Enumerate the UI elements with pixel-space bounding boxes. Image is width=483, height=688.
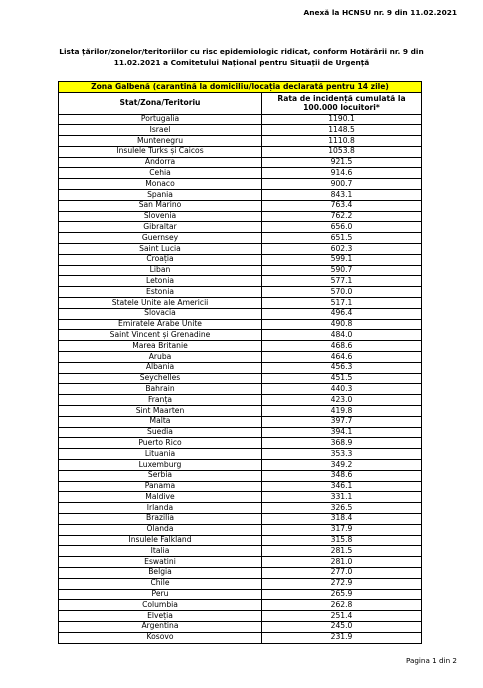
country-cell: Saint Lucia <box>59 244 262 255</box>
rate-cell: 326.5 <box>262 503 422 514</box>
table-row <box>59 557 422 568</box>
country-cell: Portugalia <box>59 114 262 125</box>
table-row <box>59 146 422 157</box>
table-row <box>59 600 422 611</box>
table-row <box>59 546 422 557</box>
rate-cell: 1053.8 <box>262 146 422 157</box>
country-column-header: Stat/Zona/Teritoriu <box>59 92 262 114</box>
rate-cell: 496.4 <box>262 308 422 319</box>
country-cell: Panama <box>59 481 262 492</box>
country-cell: Muntenegru <box>59 136 262 147</box>
country-cell: Saint Vincent și Grenadine <box>59 330 262 341</box>
table-row <box>59 211 422 222</box>
table-row <box>59 352 422 363</box>
table-row <box>59 611 422 622</box>
rate-cell: 464.6 <box>262 352 422 363</box>
country-cell: Italia <box>59 546 262 557</box>
table-row <box>59 179 422 190</box>
country-cell: Spania <box>59 190 262 201</box>
country-cell: Israel <box>59 125 262 136</box>
rate-cell: 456.3 <box>262 362 422 373</box>
rate-cell: 590.7 <box>262 265 422 276</box>
country-cell: Slovacia <box>59 308 262 319</box>
table-row <box>59 427 422 438</box>
country-cell: Marea Britanie <box>59 341 262 352</box>
rate-header-line-2: 100.000 locuitori* <box>303 103 380 112</box>
country-cell: Insulele Turks și Caicos <box>59 146 262 157</box>
country-cell: Serbia <box>59 470 262 481</box>
table-row <box>59 416 422 427</box>
country-cell: Liban <box>59 265 262 276</box>
table-row <box>59 330 422 341</box>
rate-cell: 1110.8 <box>262 136 422 147</box>
table-row <box>59 157 422 168</box>
rate-cell: 914.6 <box>262 168 422 179</box>
rate-cell: 468.6 <box>262 341 422 352</box>
rate-cell: 281.5 <box>262 546 422 557</box>
rate-cell: 245.0 <box>262 621 422 632</box>
table-row <box>59 200 422 211</box>
rate-cell: 921.5 <box>262 157 422 168</box>
rate-cell: 843.1 <box>262 190 422 201</box>
country-cell: Seychelles <box>59 373 262 384</box>
country-cell: Statele Unite ale Americii <box>59 298 262 309</box>
table-row <box>59 513 422 524</box>
rate-cell: 231.9 <box>262 632 422 643</box>
table-row <box>59 535 422 546</box>
rate-cell: 484.0 <box>262 330 422 341</box>
country-cell: Brazilia <box>59 513 262 524</box>
rate-cell: 440.3 <box>262 384 422 395</box>
table-row <box>59 265 422 276</box>
table-row <box>59 114 422 125</box>
zone-header-row <box>59 82 422 93</box>
rate-cell: 265.9 <box>262 589 422 600</box>
rate-column-header <box>262 92 422 114</box>
rate-cell: 262.8 <box>262 600 422 611</box>
country-cell: Peru <box>59 589 262 600</box>
rate-cell: 277.0 <box>262 567 422 578</box>
country-cell: Franța <box>59 395 262 406</box>
country-cell: Bahrain <box>59 384 262 395</box>
country-cell: Malta <box>59 416 262 427</box>
country-cell: Irlanda <box>59 503 262 514</box>
table-row <box>59 341 422 352</box>
rate-cell: 517.1 <box>262 298 422 309</box>
rate-cell: 577.1 <box>262 276 422 287</box>
rate-cell: 762.2 <box>262 211 422 222</box>
rate-cell: 346.1 <box>262 481 422 492</box>
column-header-row <box>59 92 422 114</box>
rate-cell: 1190.1 <box>262 114 422 125</box>
country-cell: Sint Maarten <box>59 406 262 417</box>
country-cell: Elveția <box>59 611 262 622</box>
rate-cell: 397.7 <box>262 416 422 427</box>
rate-cell: 602.3 <box>262 244 422 255</box>
country-cell: Monaco <box>59 179 262 190</box>
page-number: Pagina 1 din 2 <box>405 656 457 665</box>
table-row <box>59 276 422 287</box>
rate-cell: 570.0 <box>262 287 422 298</box>
table-row <box>59 395 422 406</box>
table-row <box>59 449 422 460</box>
table-row <box>59 190 422 201</box>
rate-cell: 763.4 <box>262 200 422 211</box>
country-cell: Puerto Rico <box>59 438 262 449</box>
table-row <box>59 503 422 514</box>
title-line-1: Lista țărilor/zonelor/teritoriilor cu risc epidemiologic ridicat, conform Hotărârii nr. 9 din <box>59 47 424 56</box>
table-row <box>59 254 422 265</box>
table-row <box>59 287 422 298</box>
table-row <box>59 233 422 244</box>
rate-cell: 423.0 <box>262 395 422 406</box>
country-cell: Lituania <box>59 449 262 460</box>
rate-header-line-1: Rata de incidență cumulată la <box>277 93 406 103</box>
rate-cell: 490.8 <box>262 319 422 330</box>
rate-cell: 419.8 <box>262 406 422 417</box>
country-cell: Insulele Falkland <box>59 535 262 546</box>
table-row <box>59 621 422 632</box>
rate-cell: 318.4 <box>262 513 422 524</box>
country-cell: Estonia <box>59 287 262 298</box>
rate-cell: 349.2 <box>262 460 422 471</box>
table-row <box>59 362 422 373</box>
table-row <box>59 470 422 481</box>
country-cell: Emiratele Arabe Unite <box>59 319 262 330</box>
table-row <box>59 460 422 471</box>
rate-cell: 451.5 <box>262 373 422 384</box>
table-row <box>59 168 422 179</box>
country-cell: Kosovo <box>59 632 262 643</box>
country-cell: Albania <box>59 362 262 373</box>
rate-cell: 651.5 <box>262 233 422 244</box>
table-row <box>59 481 422 492</box>
rate-cell: 281.0 <box>262 557 422 568</box>
rate-cell: 331.1 <box>262 492 422 503</box>
rate-cell: 353.3 <box>262 449 422 460</box>
rate-cell: 599.1 <box>262 254 422 265</box>
table-row <box>59 222 422 233</box>
country-cell: Andorra <box>59 157 262 168</box>
table-row <box>59 492 422 503</box>
table-row <box>59 524 422 535</box>
table-row <box>59 308 422 319</box>
table-row <box>59 406 422 417</box>
table-row <box>59 319 422 330</box>
country-cell: Olanda <box>59 524 262 535</box>
country-cell: Belgia <box>59 567 262 578</box>
annex-reference: Anexă la HCNSU nr. 9 din 11.02.2021 <box>303 8 457 17</box>
zone-header: Zona Galbenă (carantină la domiciliu/locația declarată pentru 14 zile) <box>59 82 422 93</box>
country-cell: Gibraltar <box>59 222 262 233</box>
table-row <box>59 589 422 600</box>
table-body <box>59 114 422 643</box>
country-cell: Aruba <box>59 352 262 363</box>
country-cell: Suedia <box>59 427 262 438</box>
incidence-table <box>58 81 422 644</box>
rate-cell: 394.1 <box>262 427 422 438</box>
country-cell: Slovenia <box>59 211 262 222</box>
title-line-2: 11.02.2021 a Comitetului Național pentru Situații de Urgență <box>113 58 370 67</box>
rate-cell: 315.8 <box>262 535 422 546</box>
rate-cell: 348.6 <box>262 470 422 481</box>
rate-cell: 317.9 <box>262 524 422 535</box>
country-cell: Croația <box>59 254 262 265</box>
table-row <box>59 373 422 384</box>
table-row <box>59 578 422 589</box>
country-cell: San Marino <box>59 200 262 211</box>
rate-cell: 656.0 <box>262 222 422 233</box>
country-cell: Eswatini <box>59 557 262 568</box>
table-row <box>59 632 422 643</box>
table-row <box>59 244 422 255</box>
document-title <box>30 46 453 68</box>
country-cell: Guernsey <box>59 233 262 244</box>
country-cell: Maldive <box>59 492 262 503</box>
rate-cell: 1148.5 <box>262 125 422 136</box>
table-row <box>59 125 422 136</box>
table-row <box>59 567 422 578</box>
table-row <box>59 384 422 395</box>
country-cell: Letonia <box>59 276 262 287</box>
table-row <box>59 136 422 147</box>
rate-cell: 368.9 <box>262 438 422 449</box>
rate-cell: 900.7 <box>262 179 422 190</box>
country-cell: Chile <box>59 578 262 589</box>
rate-cell: 272.9 <box>262 578 422 589</box>
country-cell: Columbia <box>59 600 262 611</box>
rate-cell: 251.4 <box>262 611 422 622</box>
country-cell: Cehia <box>59 168 262 179</box>
table-row <box>59 438 422 449</box>
table-row <box>59 298 422 309</box>
country-cell: Argentina <box>59 621 262 632</box>
country-cell: Luxemburg <box>59 460 262 471</box>
